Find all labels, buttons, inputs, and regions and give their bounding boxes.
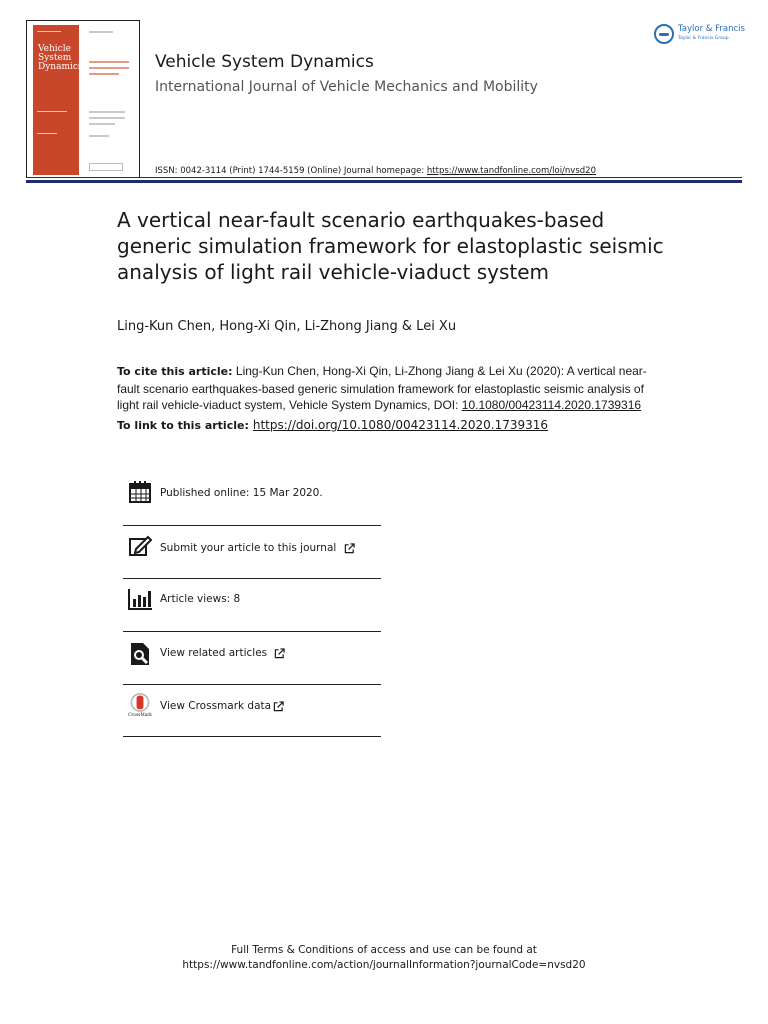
bar-chart-icon [128,587,152,611]
footer-terms-link[interactable]: https://www.tandfonline.com/action/journalInformation?journalCode=nvsd20 [182,959,586,971]
cite-text: Ling-Kun Chen, Hong-Xi Qin, Li-Zhong Jiang & Lei Xu (2020): A vertical near-fault scenario earthquakes-based generic simulation framework for elastoplastic seismic analysis of light rail vehicle-viaduct system, Vehicle System Dynamics, DOI: [117,364,647,412]
header-divider [26,180,742,183]
submit-article-label: Submit your article to this journal [160,542,337,554]
cover-spine [33,25,83,175]
footer-line-1: Full Terms & Conditions of access and use can be found at [231,944,537,956]
submit-article-row[interactable] [123,526,381,578]
taylor-francis-logo-icon [654,24,674,44]
cover-details [85,25,135,175]
cover-title: Vehicle System Dynamics [38,44,83,72]
crossmark-icon [128,693,152,717]
terms-footer [0,943,768,973]
journal-subtitle: International Journal of Vehicle Mechanics and Mobility [155,79,538,95]
cite-doi-link[interactable]: 10.1080/00423114.2020.1739316 [461,398,642,412]
external-link-icon [274,648,285,659]
journal-cover-thumbnail [26,20,140,178]
external-link-icon [344,543,355,554]
article-views-row [123,579,381,631]
published-online-row [123,468,381,520]
published-online-label: Published online: 15 Mar 2020. [160,487,323,499]
submit-article-link[interactable] [160,542,355,554]
search-document-icon [128,642,152,666]
article-doi-link[interactable]: https://doi.org/10.1080/00423114.2020.1739316 [252,418,549,432]
journal-title: Vehicle System Dynamics [155,52,374,72]
taylor-francis-logo[interactable] [654,22,750,48]
article-authors: Ling-Kun Chen, Hong-Xi Qin, Li-Zhong Jiang & Lei Xu [117,319,457,334]
citation-block [117,363,657,414]
issn-text: ISSN: 0042-3114 (Print) 1744-5159 (Online) Journal homepage: [155,166,427,176]
crossmark-icon-text: CrossMark [128,713,152,717]
info-divider [123,736,381,737]
cover-publisher-logo [89,163,123,171]
related-articles-row[interactable] [123,632,381,684]
link-label: To link to this article: [117,419,249,432]
cite-label: To cite this article: [117,365,233,378]
crossmark-row[interactable] [123,685,381,737]
article-link-row [117,418,548,432]
publisher-name: Taylor & Francis [678,24,745,34]
crossmark-label: View Crossmark data [160,700,272,712]
calendar-icon [128,480,152,504]
publisher-group: Taylor & Francis Group [678,36,729,41]
related-articles-label: View related articles [160,647,268,659]
issn-line [155,166,596,176]
article-views-label: Article views: 8 [160,593,241,605]
header-divider-thin [26,177,742,178]
journal-homepage-link[interactable]: https://www.tandfonline.com/loi/nvsd20 [426,166,596,176]
edit-icon [128,534,152,558]
article-title: A vertical near-fault scenario earthquakes-based generic simulation framework for elastoplastic seismic analysis of light rail vehicle-viaduct system [117,208,664,284]
crossmark-link[interactable] [160,700,284,712]
related-articles-link[interactable] [160,647,285,659]
external-link-icon [273,701,284,712]
